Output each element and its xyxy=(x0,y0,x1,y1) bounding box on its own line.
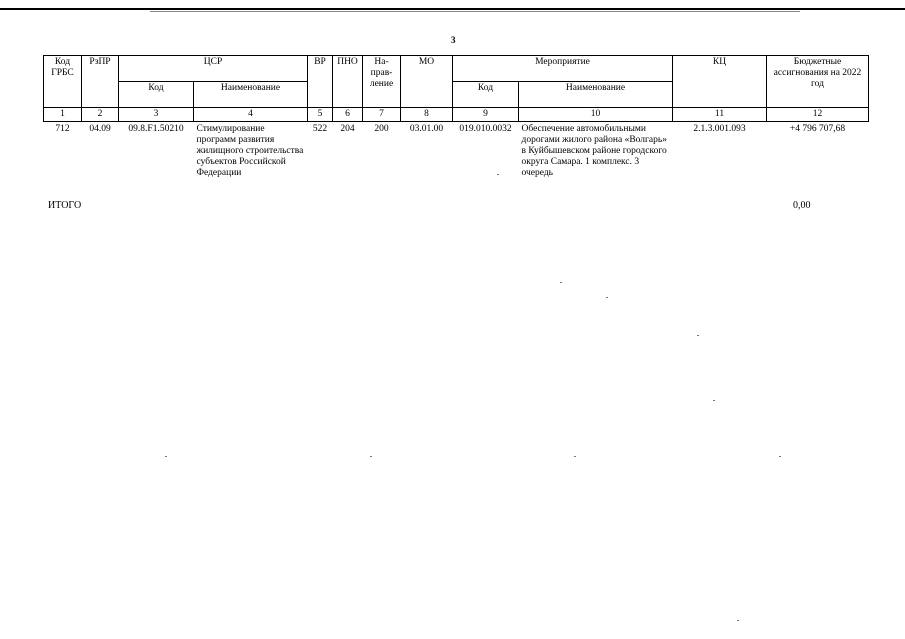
cell-mo: 03.01.00 xyxy=(409,123,444,134)
header-event-name: Наименование xyxy=(519,82,673,108)
cell-csr-name: Стимулирование программ развития жилищного строительства субъектов Российской Федерации xyxy=(196,123,304,178)
cell-vr: 522 xyxy=(312,123,328,134)
column-number: 3 xyxy=(119,108,194,122)
header-direction: На-прав-ление xyxy=(363,56,401,108)
scan-speck xyxy=(497,174,499,175)
cell-rzpr: 04.09 xyxy=(89,123,111,134)
top-border-line-thin xyxy=(150,11,800,12)
top-border-line xyxy=(0,8,905,10)
cell-event-code: 019.010.0032 xyxy=(459,123,512,134)
column-number: 10 xyxy=(519,108,673,122)
column-number: 4 xyxy=(194,108,308,122)
column-number: 8 xyxy=(401,108,453,122)
cell-pno: 204 xyxy=(340,123,355,134)
cell-event-name: Обеспечение автомобильными дорогами жилого района «Волгарь» в Куйбышевском районе городского округа Самара. 1 комплекс. 3 очередь xyxy=(521,123,667,178)
header-rzpr: РзПР xyxy=(82,56,119,108)
scan-speck xyxy=(574,456,576,457)
column-number: 1 xyxy=(44,108,82,122)
scan-speck xyxy=(779,456,781,457)
scan-speck xyxy=(560,282,562,283)
cell-direction: 200 xyxy=(374,123,389,134)
scan-speck xyxy=(606,297,608,298)
column-number: 6 xyxy=(333,108,363,122)
header-pno: ПНО xyxy=(333,56,363,108)
budget-allocation-table xyxy=(43,55,869,180)
header-budget: Бюджетные ассигнования на 2022 год xyxy=(767,56,869,108)
cell-kc: 2.1.3.001.093 xyxy=(693,123,746,134)
header-vr: ВР xyxy=(308,56,333,108)
table-row xyxy=(44,121,869,179)
column-number: 12 xyxy=(767,108,869,122)
scan-speck xyxy=(370,456,372,457)
column-number-row xyxy=(44,108,869,122)
total-label: ИТОГО xyxy=(48,200,82,211)
column-number: 2 xyxy=(82,108,119,122)
header-csr: ЦСР xyxy=(119,56,308,82)
scan-speck xyxy=(713,400,715,401)
header-csr-name: Наименование xyxy=(194,82,308,108)
header-event: Мероприятие xyxy=(453,56,673,82)
header-grbs: Код ГРБС xyxy=(44,56,82,108)
total-value: 0,00 xyxy=(793,200,811,211)
scan-speck xyxy=(165,456,167,457)
header-csr-code: Код xyxy=(119,82,194,108)
cell-budget: +4 796 707,68 xyxy=(789,123,846,134)
column-number: 11 xyxy=(673,108,767,122)
column-number: 5 xyxy=(308,108,333,122)
scan-speck xyxy=(737,620,739,621)
page-number: 3 xyxy=(451,35,456,45)
scan-speck xyxy=(697,335,699,336)
cell-csr-code: 09.8.F1.50210 xyxy=(128,123,184,134)
column-number: 9 xyxy=(453,108,519,122)
header-event-code: Код xyxy=(453,82,519,108)
header-kc: КЦ xyxy=(673,56,767,108)
header-mo: МО xyxy=(401,56,453,108)
column-number: 7 xyxy=(363,108,401,122)
cell-grbs: 712 xyxy=(55,123,70,134)
